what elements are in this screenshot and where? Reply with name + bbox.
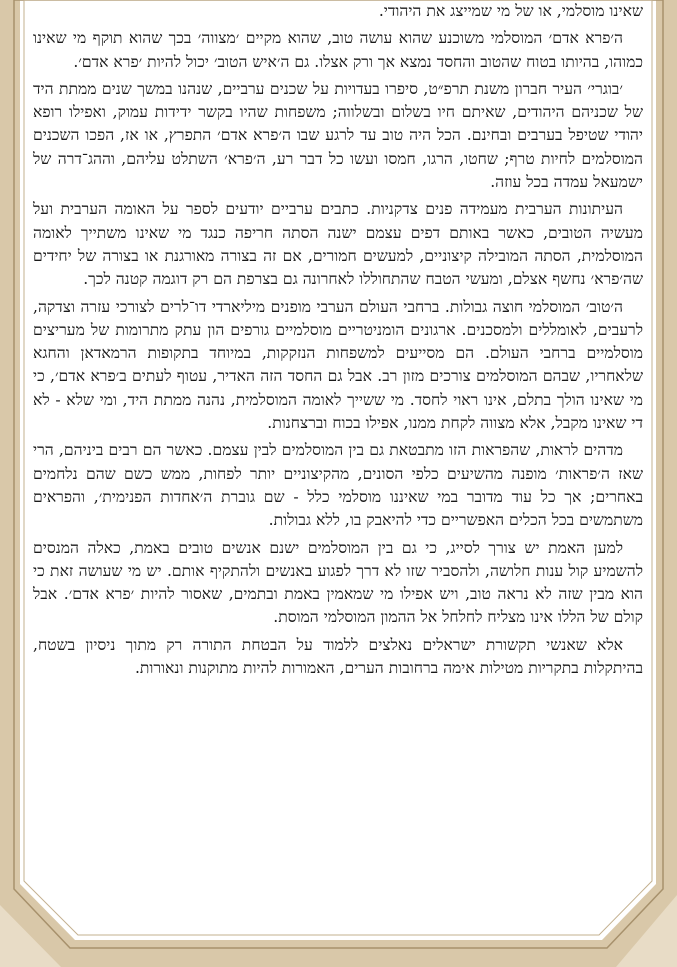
paragraph-1: שאינו מוסלמי, או של מי שמייצג את היהודי. xyxy=(378,2,643,20)
paragraph-2: ה׳פרא אדם׳ המוסלמי משוכנע שהוא עושה טוב, שהוא מקיים ׳מצווה׳ בכך שהוא תוקף מי שאינו כמוהו, בהיותו בטוח שהטוב והחסד נמצא אך ורק אצלו. גם ה׳איש הטוב׳ יכול להיות ׳פרא אדם׳. xyxy=(33,29,643,71)
paragraph-6: מדהים לראות, שהפראות הזו מתבטאת גם בין המוסלמים לבין עצמם. כאשר הם רבים ביניהם, הרי שאז ה׳פראות׳ מופנה מהשיעים כלפי הסונים, מהקיצוניים יותר לפחות, ממש כשם שהם נלחמים באחרים; אך כל עוד מדובר במי שאיננו מוסלמי כלל - שם גוברת ה׳אחדות הפנימית׳, והפראים משתמשים בכל הכלים האפשריים כדי להיאבק בו, ללא גבולות. xyxy=(33,441,643,530)
article-body xyxy=(33,0,643,895)
paragraph-3: ׳בוגרי׳ העיר חברון משנת תרפ״ט, סיפרו בעדויות על שכנים ערביים, שנהנו במשך שנים ממתת היד של שכניהם היהודים, שאיתם חיו בשלום ובשלווה; משפחות שהיו בקשר ידידות עמוק, ואפילו רופא יהודי שטיפל בערבים ובחינם. הכל היה טוב עד לרגע שבו ה׳פרא אדם׳ התפרץ, או אז, הפכו השכנים המוסלמים לחיות טרף; שחטו, הרגו, חמסו ועשו כל דבר רע, ה׳פרא׳ השתלט עליהם, וההג־דרה של ישמעאל עמדה בכל עוזה. xyxy=(33,79,643,192)
paragraph-5: ה׳טוב׳ המוסלמי חוצה גבולות. ברחבי העולם הערבי מופנים מיליארדי דו־לרים לצורכי עזרה וצדקה, לרעבים, לאומללים ולמסכנים. ארגונים הומניטריים מוסלמיים גורפים הון עתק מתרומות של מעריצים מוסלמיים ברחבי העולם. הם מסייעים למשפחות הנזקקות, במיוחד בתקופות הרמאדאן והחגא שלאחריו, שבהם המוסלמים צורכים מזון רב. אבל גם החסד הזה האדיר, עטוף לעתים ב׳פרא אדם׳, כי מי שאינו הולך בתלם, אינו ראוי לחסד. מי ששייך לאומה המוסלמית, נהנה ממתת היד, ומי שלא - לא די שאינו מקבל, אלא מצווה לקחת ממנו, אפילו בכוח וברצחנות. xyxy=(33,297,643,433)
paragraph-8: אלא שאנשי תקשורת ישראלים נאלצים ללמוד על הבטחת התורה רק מתוך ניסיון בשטח, בהיתקלות בתקריות מטילות אימה ברחובות הערים, האמורות להיות מתוקנות ונאורות. xyxy=(33,635,643,678)
paragraph-7: למען האמת יש צורך לסייג, כי גם בין המוסלמים ישנם אנשים טובים באמת, כאלה המנסים להשמיע קול ענות חלושה, ולהסביר שזו לא דרך לפגוע באנשים ולהתקיף אותם. יש מי שעושה זאת כי הוא מבין שזה לא נראה טוב, ויש אפילו מי שמאמין באמת ובתמים, שאסור להיות ׳פרא אדם׳. אבל קולם של הללו אינו מצליח לחלחל אל ההמון המוסלמי המוסת. xyxy=(33,538,643,627)
paragraph-4: העיתונות הערבית מעמידה פנים צדקניות. כתבים ערביים יודעים לספר על האומה הערבית ועל מעשיה הטובים, כאשר באותם דפים עצמם ישנה הסתה חריפה כנגד מי שאינו משתייך לאומה המוסלמית, הסתה המובילה קיצוניים, למעשים חמורים, אם זה בצורה מאורגנת או בצורה של יחידים שה׳פרא׳ נחשף אצלם, ומעשי הטבח שהתחוללו לאחרונה גם בצרפת הם רק דוגמה קטנה לכך. xyxy=(33,200,643,289)
